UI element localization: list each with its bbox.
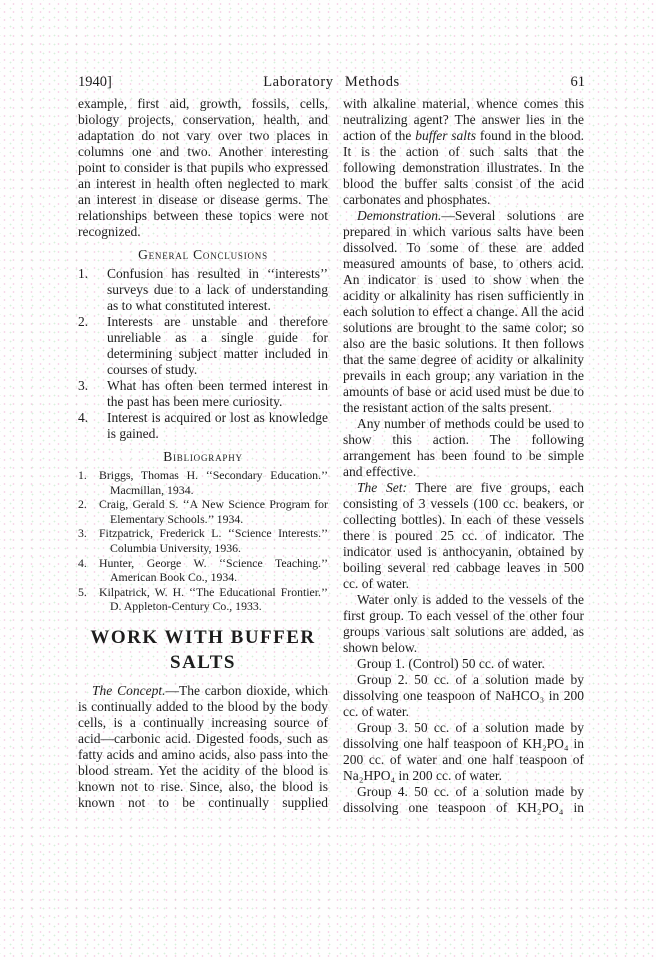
bibliography-entry — [78, 497, 328, 526]
group-3-paragraph: Group 3. 50 cc. of a solution made by dissolving one half teaspoon of KH₂PO₄ in 200 cc. of water and one half teaspoon of Na₂HPO₄ in 200 cc. of water. — [343, 720, 584, 783]
running-title: Laboratory Methods — [263, 74, 400, 90]
paragraph-text: There are five groups, each consisting of 3 vessels (100 cc. beakers, or collecting bottles). In each of these vessels there is poured 25 cc. of indicator. The indicator used is anthocyanin, obtained by boiling several red cabbage leaves in 500 cc. of water. — [343, 480, 584, 591]
list-item-text: Interest is acquired or lost as knowledge is gained. — [107, 410, 328, 441]
the-set-lead-italic: The Set: — [357, 480, 407, 495]
list-item — [78, 314, 328, 378]
list-item — [78, 266, 328, 314]
bib-entry-number: 3. — [78, 526, 87, 541]
list-item — [78, 410, 328, 442]
concept-paragraph — [78, 683, 328, 811]
bibliography-entry — [78, 556, 328, 585]
group-4-paragraph: Group 4. 50 cc. of a solution made by dissolving one teaspoon of KH₂PO₄ in — [343, 784, 584, 815]
demonstration-paragraph — [343, 208, 584, 416]
bibliography-entry — [78, 526, 328, 555]
bib-entry-number: 4. — [78, 555, 87, 570]
section-title: WORK WITH BUFFER SALTS — [90, 626, 316, 673]
list-item-text: Interests are unstable and therefore unreliable as a single guide for determining subject matter included in courses of study. — [107, 314, 328, 377]
list-item-text: Confusion has resulted in ‘‘interests’’ surveys due to a lack of understanding as to what constituted interest. — [107, 266, 328, 313]
concept-lead-italic: The Concept. — [92, 682, 166, 698]
paragraph-text: found in the blood. It is the action of such salts that the following demonstration illustrates. In the blood the buffer salts consist of the acid carbonates and phosphates. — [343, 128, 584, 207]
bib-entry-text: Kilpatrick, W. H. ‘‘The Educational Frontier.’’ D. Appleton-Century Co., 1933. — [99, 584, 328, 614]
header-year: 1940] — [78, 74, 112, 90]
bibliography-entry — [78, 585, 328, 614]
methods-paragraph: Any number of methods could be used to show this action. The following arrangement has been found to be simple and effective. — [343, 416, 584, 479]
list-item-number: 3. — [78, 378, 89, 393]
conclusions-list — [78, 266, 328, 442]
continuation-paragraph: example, first aid, growth, fossils, cells, biology projects, conservation, health, and adaptation do not vary over two places in columns one and two. Another interesting point to consider is that pupils who expressed an interest in health often neglected to mark an interest in disease or disease germs. The relationships between these topics were not recognized. — [78, 96, 328, 239]
paragraph-text: —Several solutions are prepared in which various salts have been dissolved. To some of these are added measured amounts of base, to others acid. An indicator is used to show when the acidity or alkalinity has risen sufficiently in each solution to effect a change. All the acid solutions are brought to the same color; so also are the basic solutions. It then follows that the same degree of acidity or alkalinity prevails in each group; any variation in the amounts of base or acid used must be due to the resistant action of the salts present. — [343, 208, 584, 415]
group-2-paragraph: Group 2. 50 cc. of a solution made by dissolving one teaspoon of NaHCO₃ in 200 cc. of water. — [343, 672, 584, 719]
group-1-paragraph: Group 1. (Control) 50 cc. of water. — [357, 656, 545, 671]
page-number: 61 — [570, 74, 585, 90]
the-set-paragraph — [343, 480, 584, 592]
bibliography-entry — [78, 468, 328, 497]
left-column — [78, 96, 328, 811]
concept-body-text: —The carbon dioxide, which is continually added to the blood by the body cells, is a continually increasing source of acid—carbonic acid. Digested foods, such as fatty acids and amino acids, also pass into the blood stream. Yet the acidity of the blood is known not to rise. Since, also, the blood is known not to be continually supplied — [78, 682, 329, 810]
bibliography-list — [78, 468, 328, 614]
list-item-text: What has often been termed interest in the past has been mere curiosity. — [107, 378, 328, 409]
bib-entry-text: Craig, Gerald S. ‘‘A New Science Program for Elementary Schools.’’ 1934. — [99, 497, 328, 526]
bibliography-heading: Bibliography — [163, 449, 243, 464]
bib-entry-number: 5. — [78, 584, 87, 599]
bib-entry-text: Briggs, Thomas H. ‘‘Secondary Education.’’ Macmillan, 1934. — [99, 468, 328, 497]
list-item-number: 1. — [78, 266, 89, 281]
bib-entry-text: Fitzpatrick, Frederick L. ‘‘Science Interests.’’ Columbia University, 1936. — [99, 526, 328, 555]
list-item — [78, 378, 328, 410]
right-column — [343, 96, 584, 816]
conclusions-heading: General Conclusions — [138, 247, 268, 262]
list-item-number: 4. — [78, 410, 89, 425]
list-item-number: 2. — [78, 314, 89, 329]
bib-entry-text: Hunter, George W. ‘‘Science Teaching.’’ American Book Co., 1934. — [99, 555, 328, 585]
buffer-salts-italic: buffer salts — [415, 128, 477, 143]
buffer-salts-paragraph — [343, 96, 584, 208]
demonstration-lead-italic: Demonstration. — [357, 208, 442, 223]
page-header — [78, 74, 585, 94]
bib-entry-number: 2. — [78, 497, 87, 512]
water-paragraph: Water only is added to the vessels of the first group. To each vessel of the other four groups various salt solutions are added, as shown below. — [343, 592, 584, 655]
paragraph-text: with alkaline material, whence comes this neutralizing agent? The answer lies in the action of the — [343, 96, 584, 143]
bib-entry-number: 1. — [78, 468, 87, 482]
